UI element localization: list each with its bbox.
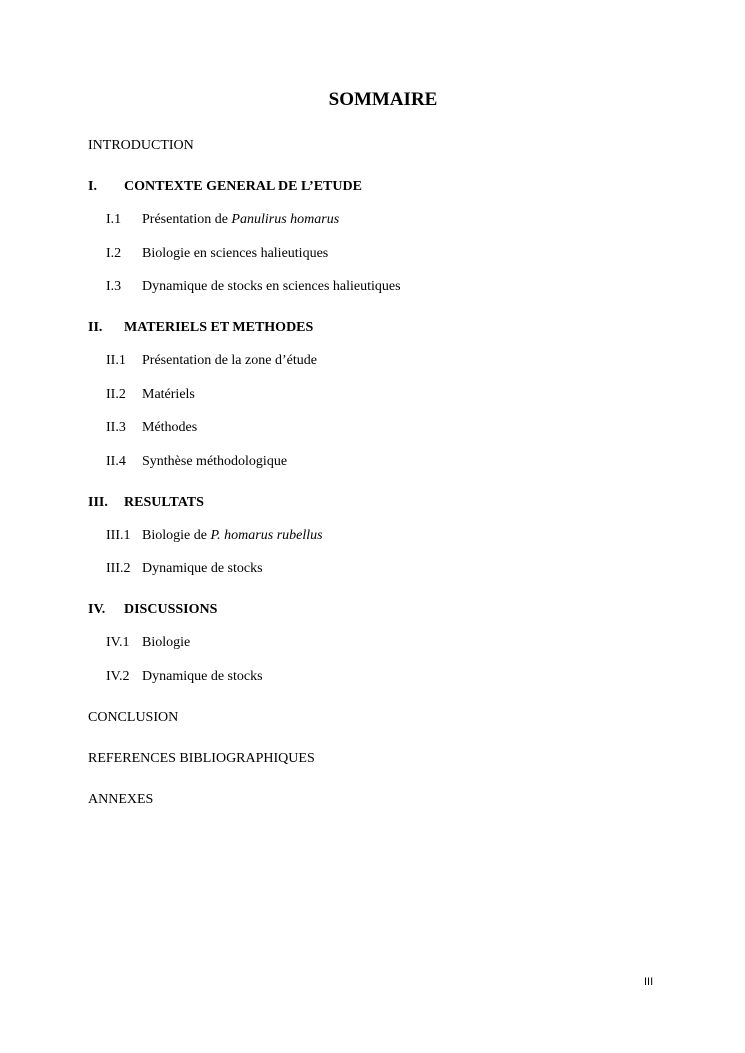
toc-subsection-text: Dynamique de stocks en sciences halieutiques bbox=[142, 279, 401, 294]
toc-subsection-text: Synthèse méthodologique bbox=[142, 454, 288, 469]
toc-annexes: ANNEXES bbox=[88, 792, 154, 807]
toc-subsection-number: II.1 bbox=[106, 353, 126, 368]
toc-section-title: RESULTATS bbox=[124, 495, 204, 510]
toc-subsection-4-1 bbox=[106, 634, 190, 652]
toc-subsection-text: Biologie bbox=[142, 635, 191, 650]
toc-subsection-number: III.1 bbox=[106, 528, 131, 543]
page-number: III bbox=[644, 976, 654, 988]
toc-section-number: II. bbox=[88, 320, 103, 335]
toc-subsection-italic: P. homarus rubellus bbox=[210, 528, 323, 543]
toc-subsection-number: II.3 bbox=[106, 420, 126, 435]
toc-subsection-number: III.2 bbox=[106, 561, 131, 576]
toc-section-title: CONTEXTE GENERAL DE L’ETUDE bbox=[124, 179, 362, 194]
toc-subsection-3-1 bbox=[106, 527, 323, 545]
toc-subsection-number: I.3 bbox=[106, 279, 122, 294]
toc-introduction: INTRODUCTION bbox=[88, 138, 194, 153]
toc-subsection-text: Dynamique de stocks bbox=[142, 669, 263, 684]
toc-references: REFERENCES BIBLIOGRAPHIQUES bbox=[88, 751, 315, 766]
toc-subsection-3-2 bbox=[106, 560, 263, 578]
toc-subsection-text: Biologie de bbox=[142, 528, 211, 543]
toc-section-number: I. bbox=[88, 179, 97, 194]
toc-subsection-1-3 bbox=[106, 278, 401, 296]
toc-subsection-italic: Panulirus homarus bbox=[231, 212, 340, 227]
toc-subsection-1-2 bbox=[106, 245, 328, 263]
toc-subsection-number: IV.2 bbox=[106, 669, 130, 684]
toc-subsection-text: Méthodes bbox=[142, 420, 198, 435]
toc-subsection-number: IV.1 bbox=[106, 635, 130, 650]
toc-subsection-2-4 bbox=[106, 453, 287, 471]
toc-subsection-2-3 bbox=[106, 419, 197, 437]
page-title: SOMMAIRE bbox=[328, 89, 438, 110]
toc-subsection-text: Présentation de la zone d’étude bbox=[142, 353, 317, 368]
toc-section-2 bbox=[88, 319, 313, 337]
toc-section-title: MATERIELS ET METHODES bbox=[124, 320, 314, 335]
toc-section-3 bbox=[88, 494, 204, 512]
toc-section-4 bbox=[88, 601, 217, 619]
toc-section-number: IV. bbox=[88, 602, 106, 617]
toc-subsection-4-2 bbox=[106, 668, 263, 686]
toc-subsection-1-1 bbox=[106, 211, 339, 229]
toc-subsection-text: Matériels bbox=[142, 387, 195, 402]
toc-subsection-2-2 bbox=[106, 386, 195, 404]
toc-subsection-text: Dynamique de stocks bbox=[142, 561, 263, 576]
toc-subsection-text: Présentation de bbox=[142, 212, 232, 227]
toc-subsection-2-1 bbox=[106, 352, 317, 370]
toc-conclusion: CONCLUSION bbox=[88, 710, 179, 725]
toc-section-number: III. bbox=[88, 495, 108, 510]
toc-subsection-number: I.1 bbox=[106, 212, 122, 227]
toc-subsection-text: Biologie en sciences halieutiques bbox=[142, 246, 329, 261]
toc-section-1 bbox=[88, 178, 362, 196]
toc-subsection-number: I.2 bbox=[106, 246, 122, 261]
toc-section-title: DISCUSSIONS bbox=[124, 602, 218, 617]
toc-subsection-number: II.2 bbox=[106, 387, 126, 402]
toc-subsection-number: II.4 bbox=[106, 454, 126, 469]
